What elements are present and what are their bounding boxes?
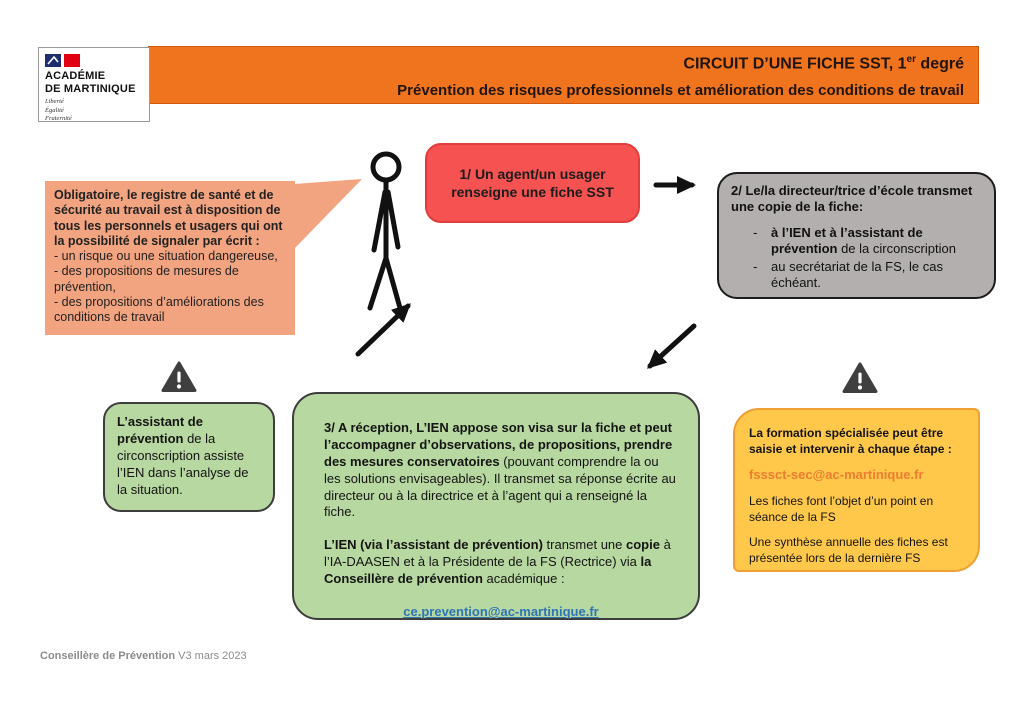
step3-p2-bold3: la Conseillère de prévention [324, 554, 652, 587]
assistant-bold-text: L’assistant de prévention [117, 414, 203, 446]
step3-paragraph-2 [324, 537, 678, 588]
registre-item-mesures: - des propositions de mesures de prévention, [54, 264, 239, 294]
step3-p2-text3: académique : [482, 571, 565, 587]
academy-name-line2: DE MARTINIQUE [45, 82, 136, 95]
step2-item-1-bold: à l’IEN et à l’assistant de prévention [771, 224, 923, 256]
footer-credit [40, 650, 247, 662]
prevention-email-line [324, 604, 678, 621]
academy-name-line1: ACADÉMIE [45, 70, 106, 82]
step2-item-1 [753, 225, 982, 258]
motto-liberte: Liberté [45, 98, 64, 106]
prevention-email-link[interactable]: ce.prevention@ac-martinique.fr [403, 604, 599, 620]
arrow-up-right-icon [358, 306, 408, 354]
formation-point-seance: Les fiches font l’objet d’un point en séance de la FS [749, 494, 934, 524]
page-subtitle: Prévention des risques professionnels et amélioration des conditions de travail [397, 81, 964, 99]
step1-line2: renseigne une fiche SST [451, 184, 614, 200]
page-title-superscript: er [906, 54, 916, 65]
bullet-dash: - [753, 259, 758, 274]
step2-item-1-text [771, 225, 982, 258]
registre-callout-intro: Obligatoire, le registre de santé et de sécurité au travail est à disposition de tous les personnels et usagers qui ont la possibilité de signaler par écrit : [54, 188, 283, 248]
footer-version: V3 mars 2023 [175, 650, 247, 662]
step3-p2-bold1: L’IEN (via l’assistant de prévention) [324, 537, 543, 553]
page-title [149, 54, 964, 74]
formation-specialisee-box [733, 408, 980, 572]
page-title-suffix: degré [915, 55, 964, 73]
formation-synthese: Une synthèse annuelle des fiches est présentée lors de la dernière FS [749, 535, 948, 565]
motto-fraternite: Fraternité [45, 115, 72, 123]
motto-egalite: Égalité [45, 106, 64, 114]
header-bar [148, 46, 979, 104]
step2-box [717, 172, 996, 299]
french-flag-icon [45, 53, 81, 68]
assistant-rest-text: de la circonscription assiste l’IEN dans l’analyse de la situation. [117, 430, 249, 497]
formation-intro: La formation spécialisée peut être saisie et intervenir à chaque étape : [749, 426, 952, 456]
step3-p2-text1: transmet une [542, 537, 627, 553]
step3-p1-bold: 3/ A réception, L’IEN appose son visa sur la fiche et peut l’accompagner d’observations, de propositions, prendre des mesures conservatoires [324, 420, 673, 469]
registre-callout [45, 181, 295, 335]
assistant-prevention-box [103, 402, 275, 512]
page-title-text: CIRCUIT D’UNE FICHE SST, 1 [683, 55, 907, 73]
stick-figure-icon [370, 154, 400, 308]
registre-item-risque: - un risque ou une situation dangereuse, [54, 249, 278, 263]
step2-heading: 2/ Le/la directeur/trice d’école transmet une copie de la fiche: [731, 183, 973, 215]
step3-p1-rest: (pouvant comprendre la ou les solutions envisageables). Il transmet sa réponse écrite au directeur ou à la directrice et à l’agent qui a renseigné la fiche. [324, 453, 676, 520]
step1-line1: 1/ Un agent/un usager [459, 165, 606, 182]
arrow-down-left-icon [650, 326, 694, 366]
step2-item-2-text: au secrétariat de la FS, le cas échéant. [771, 259, 943, 291]
warning-icon [842, 362, 878, 394]
warning-icon [161, 361, 197, 393]
registre-item-ameliorations: - des propositions d’améliorations des conditions de travail [54, 294, 264, 324]
footer-author: Conseillère de Prévention [40, 650, 176, 662]
step1-box [425, 143, 640, 223]
step3-paragraph-1 [324, 420, 678, 521]
step3-box [292, 392, 700, 620]
callout-tail [294, 179, 362, 249]
step2-item-2 [753, 259, 982, 292]
academy-name [45, 70, 143, 95]
fsssct-email-link[interactable]: fsssct-sec@ac-martinique.fr [749, 467, 924, 483]
bullet-dash: - [753, 224, 758, 240]
republic-motto [45, 98, 143, 123]
step3-p2-text2: à l’IA-DAASEN et à la Présidente de la FS (Rectrice) via [324, 537, 671, 570]
academy-logo [38, 47, 150, 122]
step2-item-1-rest: de la circonscription [837, 240, 956, 256]
step3-p2-bold2: copie [626, 537, 660, 553]
